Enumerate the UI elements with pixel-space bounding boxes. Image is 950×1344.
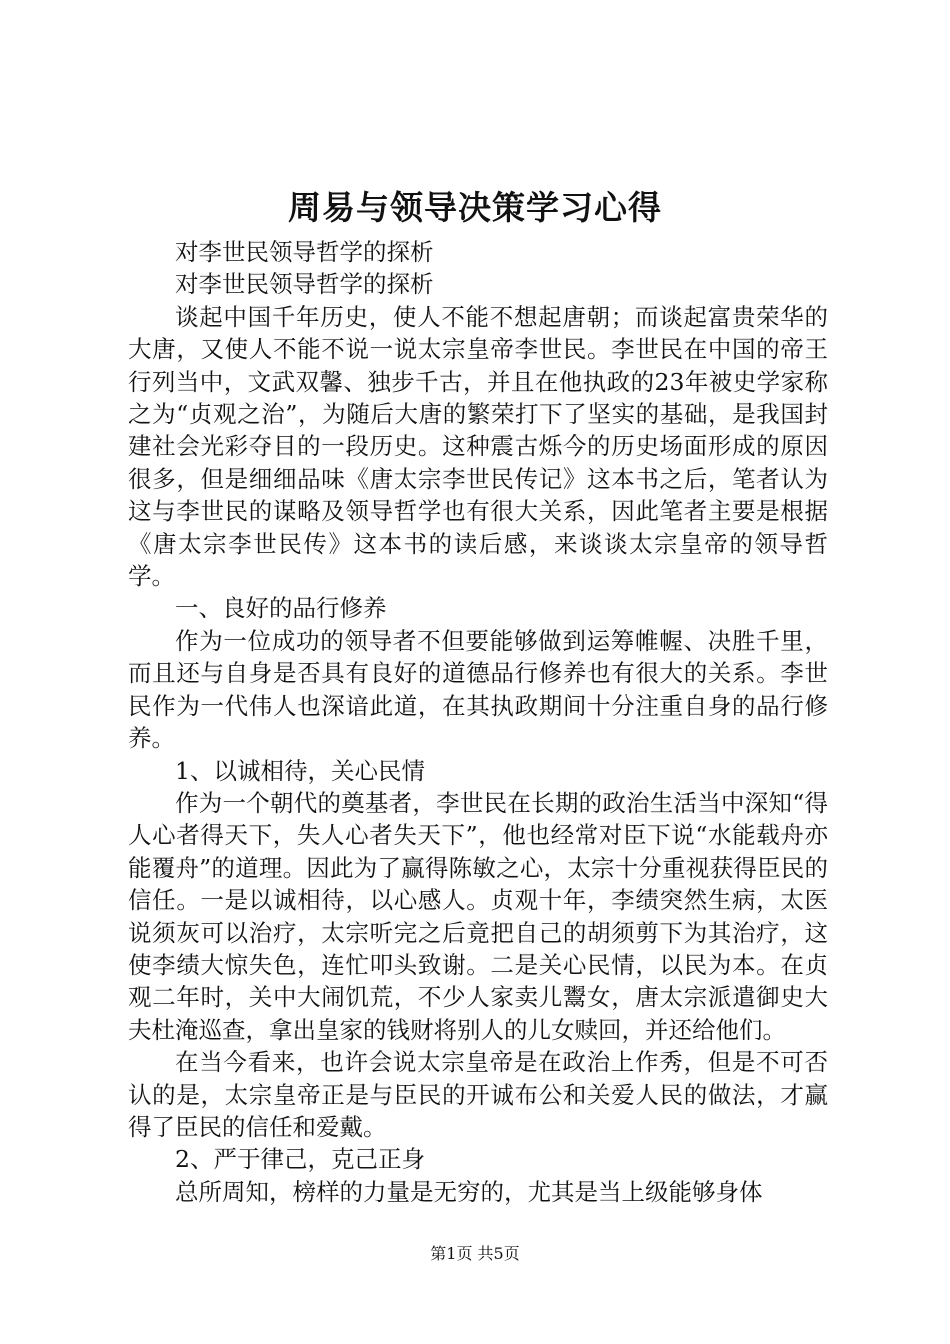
subsection-1-paragraph: 作为一个朝代的奠基者，李世民在长期的政治生活当中深知“得人心者得天下，失人心者失天下”，他也经常对臣下说“水能载舟亦能覆舟”的道理。因此为了赢得陈敏之心，太宗十分重视获得臣民的信任。一是以诚相待，以心感人。贞观十年，李绩突然生病，太医说须灰可以治疗，太宗听完之后竟把自己的胡须剪下为其治疗，这使李绩大惊失色，连忙叩头致谢。二是关心民情，以民为本。在贞观二年时，关中大闹饥荒，不少人家卖儿鬻女，唐太宗派遣御史大夫杜淹巡查，拿出皇家的钱财将别人的儿女赎回，并还给他们。 <box>128 788 828 1044</box>
subsection-heading-2: 2、严于律己，克己正身 <box>175 1145 425 1174</box>
subtitle-paragraph-repeat: 对李世民领导哲学的探析 <box>175 270 434 299</box>
page-number-footer: 第1页 共5页 <box>430 1244 520 1263</box>
subsection-2-paragraph: 总所周知，榜样的力量是无穷的，尤其是当上级能够身体 <box>175 1177 763 1206</box>
intro-paragraph: 谈起中国千年历史，使人不能不想起唐朝；而谈起富贵荣华的大唐，又使人不能不说一说太宗皇帝李世民。李世民在中国的帝王行列当中，文武双馨、独步千古，并且在他执政的23年被史学家称之为“贞观之治”，为随后大唐的繁荣打下了坚实的基础，是我国封建社会光彩夺目的一段历史。这种震古烁今的历史场面形成的原因很多，但是细细品味《唐太宗李世民传记》这本书之后，笔者认为这与李世民的谋略及领导哲学也有很大关系，因此笔者主要是根据《唐太宗李世民传》这本书的读后感，来谈谈太宗皇帝的领导哲学。 <box>128 302 828 591</box>
section-1-paragraph: 作为一位成功的领导者不但要能够做到运筹帷幄、决胜千里，而且还与自身是否具有良好的道德品行修养也有很大的关系。李世民作为一代伟人也深谙此道，在其执政期间十分注重自身的品行修养。 <box>128 626 828 753</box>
subtitle-paragraph: 对李世民领导哲学的探析 <box>175 238 434 266</box>
section-heading-1: 一、良好的品行修养 <box>175 594 387 623</box>
document-body <box>128 236 828 1208</box>
document-title: 周易与领导决策学习心得 <box>288 188 662 227</box>
subsection-1-comment-paragraph: 在当今看来，也许会说太宗皇帝是在政治上作秀，但是不可否认的是，太宗皇帝正是与臣民的开诚布公和关爱人民的做法，才赢得了臣民的信任和爱戴。 <box>128 1048 828 1141</box>
subsection-heading-1: 1、以诚相待，关心民情 <box>175 756 425 785</box>
